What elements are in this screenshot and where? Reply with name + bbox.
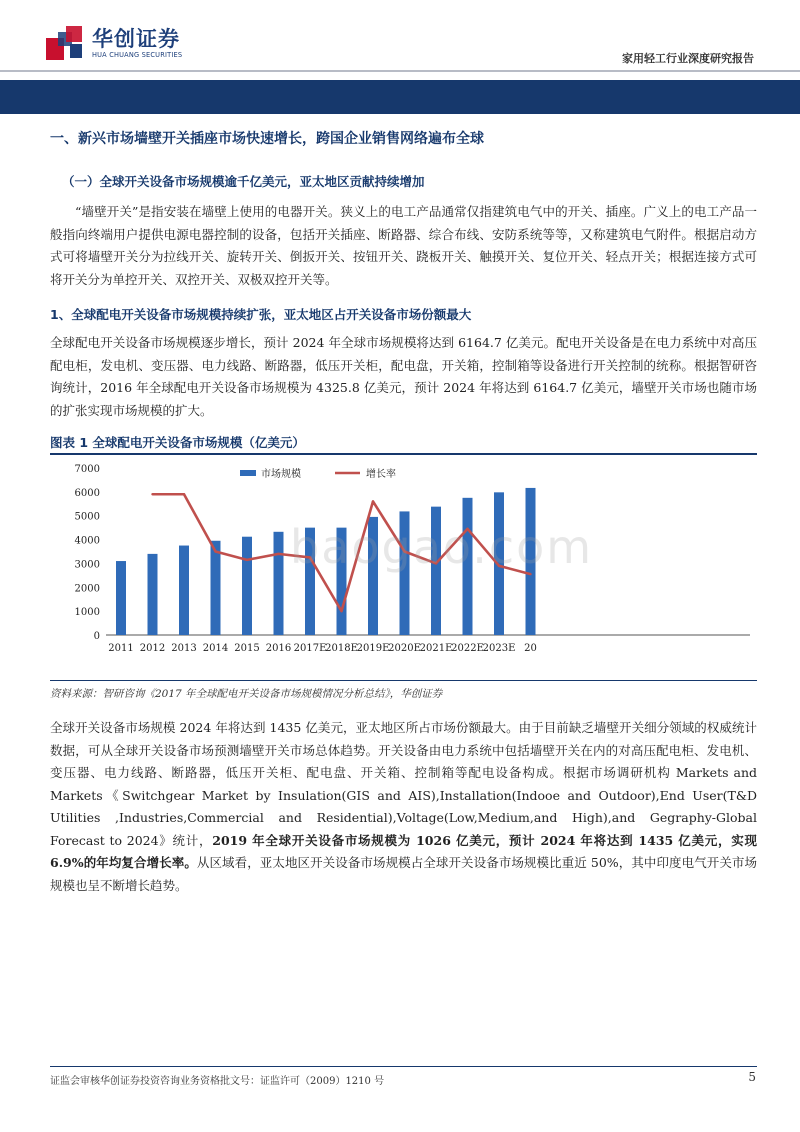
header-band: [0, 80, 800, 114]
x-tick-label: 2023E: [482, 643, 516, 654]
x-tick-label: 2021E: [419, 643, 453, 654]
legend-bar-label: 市场规模: [261, 469, 301, 480]
x-tick-label: 20: [524, 643, 537, 654]
switchgear-text-bold: 2019 年全球开关设备市场规模为 1026 亿美元，预计 2024 年将达到 1435 亿美元，实现 6.9%的年均复合增长率。: [50, 832, 758, 870]
x-tick-label: 2022E: [451, 643, 484, 654]
y-tick-label: 5000: [74, 511, 100, 523]
switchgear-paragraph: [50, 717, 757, 897]
x-tick-label: 2013: [171, 643, 197, 654]
logo-english-name: HUA CHUANG SECURITIES: [92, 51, 183, 59]
x-tick-label: 2012: [139, 643, 166, 654]
bar-market-size: [116, 561, 126, 635]
intro-text: “墙壁开关”是指安装在墙壁上使用的电器开关。狭义上的电工产品通常仅指建筑电气中的开关、插座。广义上的电工产品一般指向终端用户提供电源电器控制的设备，包括开关插座、断路器、综合布线、安防系统等等，又称建筑电气附件。根据启动方式可将墙壁开关分为拉线开关、旋转开关、倒扳开关、按钮开关、跷板开关、触摸开关、复位开关、轻点开关；根据连接方式可将开关分为单控开关、双控开关、双极双控开关等。: [50, 204, 757, 287]
header-divider: [0, 70, 800, 72]
company-logo: [46, 26, 182, 60]
market-paragraph: 全球配电开关设备市场规模逐步增长，预计 2024 年全球市场规模将达到 6164.7 亿美元。配电开关设备是在电力系统中对高压配电柜，发电机、变压器、电力线路、断路器，低压开关柜，配电盘，开关箱，控制箱等设备进行开关控制的统称。根据智研咨询统计，2016 年全球配电开关设备市场规模为 4325.8 亿美元，预计 2024 年将达到 6164.7 亿美元，墙壁开关市场也随市场的扩张实现市场规模的扩大。: [50, 335, 757, 418]
growth-rate-point: [214, 550, 216, 552]
bar-market-size: [148, 554, 158, 635]
growth-rate-point: [340, 610, 342, 612]
switchgear-text-c: 从区域看，亚太地区开关设备市场规模占全球开关设备市场规模比重近 50%，其中印度电气开关市场规模也呈不断增长趋势。: [50, 855, 757, 893]
x-tick-label: 2016: [265, 643, 292, 654]
x-tick-label: 2014: [202, 643, 229, 654]
page-number: 5: [748, 1070, 756, 1084]
sub-subsection-heading: 1、全球配电开关设备市场规模持续扩张，亚太地区占开关设备市场份额最大: [50, 307, 472, 322]
growth-rate-point: [151, 493, 153, 495]
report-title: 家用轻工行业深度研究报告: [622, 52, 754, 65]
bar-market-size: [274, 532, 284, 635]
bar-market-size: [179, 546, 189, 635]
x-tick-label: 2019E: [356, 643, 390, 654]
y-tick-label: 4000: [74, 535, 100, 547]
footer-license: 证监会审核华创证券投资咨询业务资格批文号：证监许可（2009）1210 号: [50, 1076, 385, 1087]
figure-title: 图表 1 全球配电开关设备市场规模（亿美元）: [50, 435, 305, 450]
y-tick-label: 6000: [74, 487, 100, 499]
footer-divider: [50, 1066, 757, 1067]
section-heading: 一、新兴市场墙壁开关插座市场快速增长，跨国企业销售网络遍布全球: [50, 131, 484, 147]
legend-bar-swatch: [240, 470, 256, 476]
x-tick-label: 2011: [108, 643, 134, 654]
growth-rate-point: [277, 553, 279, 555]
x-tick-label: 2015: [234, 643, 260, 654]
switchgear-text-a: 全球开关设备市场规模 2024 年将达到 1435 亿美元，亚太地区所占市场份额最大。由于目前缺乏墙壁开关细分领域的权威统计数据，可从全球开关设备市场预测墙壁开关市场总体趋势。开关设备由电力系统中包括墙壁开关在内的对高压配电柜、发电机、变压器、电力线路、断路器，低压开关柜、配电盘、开关箱、控制箱等配电设备构成。根据市场调研机构 Markets and Markets《Switchgear Market by Insulation(GIS and AIS),Installation(Indooe and Outdoor),End User(T&D Utilities ,Industries,Commercial and Residential),Voltage(Low,Medium,and High),and Gegraphy-Global Forecast to 2024》统计，: [50, 720, 757, 848]
y-tick-label: 0: [93, 631, 100, 642]
growth-rate-point: [183, 493, 185, 495]
y-tick-label: 1000: [74, 607, 100, 619]
figure-bottom-rule: [50, 680, 757, 681]
y-tick-label: 3000: [74, 559, 100, 571]
figure-source: 资料来源：智研咨询《2017 年全球配电开关设备市场规模情况分析总结》，华创证券: [50, 688, 443, 700]
subsection-heading: （一）全球开关设备市场规模逾千亿美元，亚太地区贡献持续增加: [62, 174, 425, 189]
logo-chinese-name: 华创证券: [92, 27, 180, 51]
x-tick-label: 2020E: [388, 643, 421, 654]
watermark: baogao.com: [290, 520, 594, 574]
growth-rate-point: [246, 559, 248, 561]
bar-market-size: [211, 541, 221, 635]
y-tick-label: 2000: [74, 583, 100, 595]
logo-mark-icon: [46, 26, 86, 60]
y-tick-label: 7000: [74, 464, 100, 475]
bar-market-size: [242, 537, 252, 635]
x-tick-label: 2017E: [293, 643, 327, 654]
figure-top-rule: [50, 453, 757, 455]
growth-rate-point: [372, 500, 374, 502]
x-tick-label: 2018E: [325, 643, 358, 654]
legend-line-label: 增长率: [366, 469, 396, 480]
intro-paragraph: [50, 201, 757, 291]
